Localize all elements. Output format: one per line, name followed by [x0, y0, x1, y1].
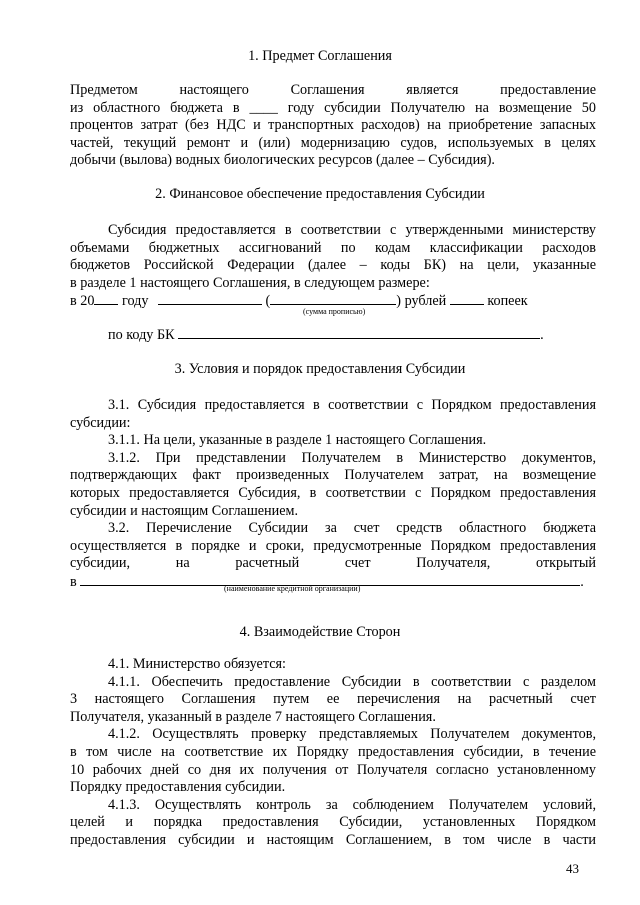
- kop-blank: [450, 292, 484, 305]
- bk-period: .: [540, 327, 544, 343]
- amount-rub-label: рублей: [404, 293, 447, 310]
- amount-kop-label: копеек: [487, 293, 528, 310]
- text-line: 3.1. Субсидия предоставляется в соответствии с Порядком предоставления: [108, 397, 596, 413]
- bank-prefix: в: [70, 573, 77, 590]
- section-4-heading: 4. Взаимодействие Сторон: [239, 624, 401, 640]
- bk-label: по коду БК: [108, 327, 175, 343]
- text-line: 4.1.2. Осуществлять проверку представляемых Получателем документов,: [108, 726, 596, 743]
- section-2-heading: 2. Финансовое обеспечение предоставления Субсидии: [155, 186, 485, 202]
- text-line: которых предоставляется Субсидия, в соответствии с Порядком предоставления: [70, 484, 596, 501]
- section-2-body: [70, 222, 596, 310]
- text-line: 3.2. Перечисление Субсидии за счет средств областного бюджета: [108, 520, 596, 537]
- bank-note: (наименование кредитной организации): [224, 584, 361, 593]
- text-line: субсидии, на расчетный счет Получателя, открытый: [70, 555, 596, 572]
- text-line: 4.1. Министерство обязуется:: [108, 656, 286, 672]
- section-1-heading: 1. Предмет Соглашения: [248, 48, 392, 64]
- text-line: субсидии и настоящим Соглашением.: [70, 502, 299, 519]
- text-line: бюджетов Российской Федерации (далее – коды БК) на цели, указанные: [70, 257, 596, 274]
- text-line: подтверждающих факт произведенных Получателем затрат, на возмещение: [70, 467, 596, 484]
- amount-year-label: году: [121, 293, 149, 310]
- text-line: предоставления субсидии и настоящим Соглашением, в том числе в части: [70, 831, 596, 848]
- text-line: 4.1.3. Осуществлять контроль за соблюдением Получателем условий,: [108, 796, 596, 813]
- page-number: 43: [566, 861, 579, 876]
- section-3-heading: 3. Условия и порядок предоставления Субсидии: [174, 361, 466, 377]
- text-line: в разделе 1 настоящего Соглашения, в следующем размере:: [70, 274, 430, 291]
- amount-words-blank: [270, 292, 396, 305]
- text-line: Получателя, указанный в разделе 7 настоящего Соглашения.: [70, 708, 436, 725]
- text-line: 4.1.1. Обеспечить предоставление Субсидии в соответствии с разделом: [108, 673, 596, 690]
- text-line: Порядку предоставления субсидии.: [70, 779, 286, 796]
- amount-note: (сумма прописью): [303, 307, 366, 316]
- text-line: Предметом настоящего Соглашения является предоставление: [70, 82, 596, 98]
- text-line: 3 настоящего Соглашения путем ее перечисления на расчетный счет: [70, 691, 596, 708]
- amount-digits-blank: [158, 292, 262, 305]
- text-line: 3.1.1. На цели, указанные в разделе 1 настоящего Соглашения.: [108, 432, 487, 449]
- text-line: добычи (вылова) водных биологических ресурсов (далее – Субсидия).: [70, 152, 495, 169]
- text-line: целей и порядка предоставления Субсидии, установленных Порядком: [70, 814, 596, 831]
- bank-period: .: [580, 573, 584, 590]
- bk-line: [108, 326, 598, 344]
- text-line: осуществляется в порядке и сроки, предусмотренные Порядком предоставления: [70, 537, 596, 554]
- text-line: частей, текущий ремонт и (или) модернизацию судов, используемых в целях: [70, 134, 596, 151]
- text-line: процентов затрат (без НДС и транспортных расходов) на приобретение запасных: [70, 117, 596, 134]
- text-line: в том числе на соответствие их Порядку предоставления субсидии, в течение: [70, 743, 596, 760]
- section-4-body: [70, 656, 596, 850]
- bk-blank: [178, 326, 540, 339]
- year-blank: [94, 292, 118, 305]
- text-line: 3.1.2. При представлении Получателем в Министерство документов,: [108, 449, 596, 466]
- amount-prefix: в 20: [70, 293, 95, 310]
- text-line: из областного бюджета в ____ году субсидии Получателю на возмещение 50: [70, 99, 596, 116]
- amount-line: в 20 году ( ) рублей копеек: [70, 293, 528, 310]
- section-3-body: [70, 397, 596, 591]
- text-line: субсидии:: [70, 414, 131, 431]
- section-1-body: [70, 82, 596, 170]
- text-line: 10 рабочих дней со дня их получения от Получателя согласно установленному: [70, 761, 596, 778]
- text-line: объемами бюджетных ассигнований по кодам классификации расходов: [70, 239, 596, 256]
- text-line: Субсидия предоставляется в соответствии с утвержденными министерству: [108, 222, 596, 238]
